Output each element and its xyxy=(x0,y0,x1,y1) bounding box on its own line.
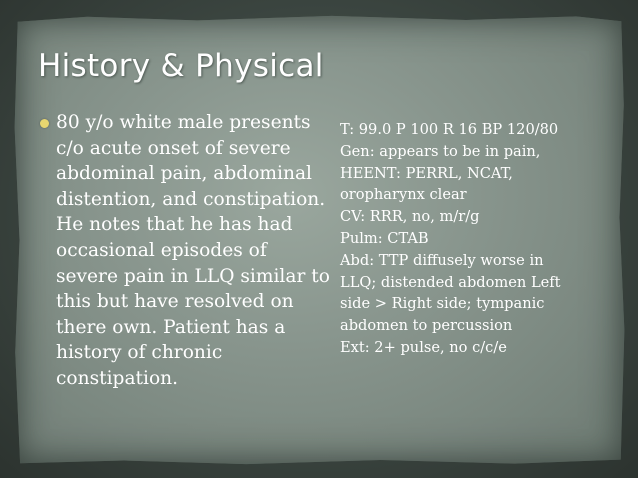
exam-section xyxy=(340,119,610,359)
slide-title: History & Physical xyxy=(38,48,324,84)
exam-line-heent-cont: oropharynx clear xyxy=(340,186,467,204)
exam-line-ext: Ext: 2+ pulse, no c/c/e xyxy=(340,338,507,356)
exam-line-vitals: T: 99.0 P 100 R 16 BP 120/80 xyxy=(340,121,559,138)
exam-line-abd: Abd: TTP diffusely worse in xyxy=(340,251,544,269)
exam-line-gen: Gen: appears to be in pain, xyxy=(340,142,541,160)
history-text: 80 y/o white male presents c/o acute onset of severe abdominal pain, abdominal distention, and constipation. He notes that he has had occasional episodes of severe pain in LLQ similar to this but have resolved on there own. Patient has a history of chronic constipation. xyxy=(56,112,330,389)
exam-line-heent: HEENT: PERRL, NCAT, xyxy=(340,164,513,182)
exam-line-cv: CV: RRR, no, m/r/g xyxy=(340,208,480,226)
exam-line-abd-cont-3: abdomen to percussion xyxy=(340,317,513,335)
exam-line-abd-cont-2: side > Right side; tympanic xyxy=(340,295,545,313)
history-section xyxy=(40,110,330,392)
exam-line-pulm: Pulm: CTAB xyxy=(340,229,429,247)
bullet-icon xyxy=(40,119,49,128)
exam-line-abd-cont-1: LLQ; distended abdomen Left xyxy=(340,273,561,291)
